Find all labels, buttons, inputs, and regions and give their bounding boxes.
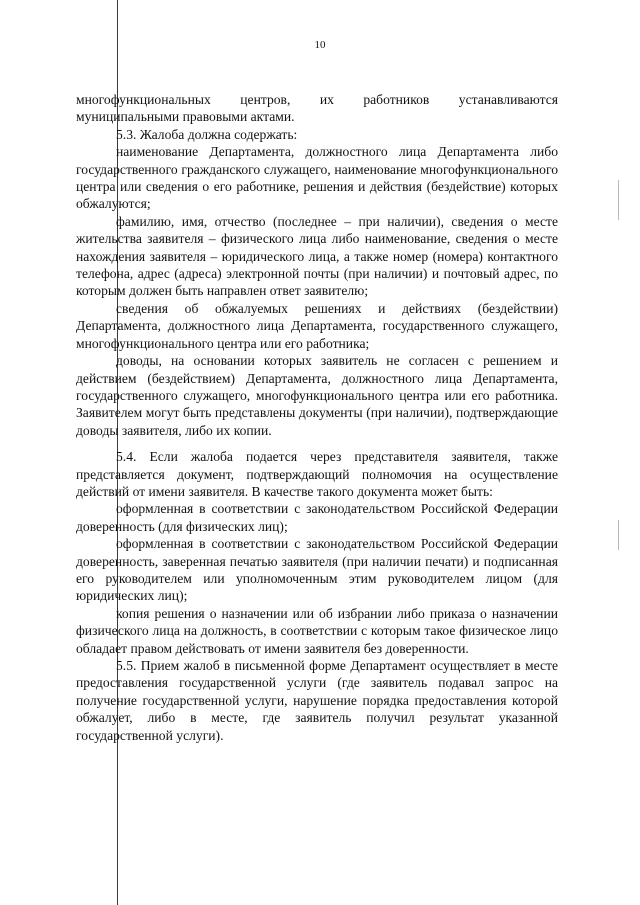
paragraph: копия решения о назначении или об избрании либо приказа о назначении физического лица на должность, в соответствии с которым такое физическое лицо обладает правом действовать от имени заявителя без доверенности. — [76, 605, 558, 656]
paragraph: многофункциональных центров, их работников устанавливаются муниципальными правовыми актами. — [76, 92, 558, 125]
paragraph: фамилию, имя, отчество (последнее – при наличии), сведения о месте жительства заявителя – физического лица либо наименование, сведения о месте нахождения заявителя – юридического лица, а также номер (номера) контактного телефона, адрес (адреса) электронной почты (при наличии) и почтовый адрес, по которым должен быть направлен ответ заявителю; — [76, 213, 558, 299]
paragraph: наименование Департамента, должностного лица Департамента либо государственного гражданского служащего, наименование многофункционального центра или сведения о его работнике, решения и действия (бездействие) которых обжалуются; — [76, 144, 558, 212]
paragraph: доводы, на основании которых заявитель не согласен с решением и действием (бездействием) Департамента, должностного лица Департамента, государственного служащего, многофункционального центра или его работника. Заявителем могут быть представлены документы (при наличии), подтверждающие доводы заявителя, либо их копии. — [76, 353, 558, 438]
scan-edge-mark — [618, 180, 619, 220]
paragraph: оформленная в соответствии с законодательством Российской Федерации доверенность, заверенная печатью заявителя (при наличии печати) и подписанная его руководителем или уполномоченным этим руководителем лицом (для юридических лиц); — [76, 536, 558, 604]
paragraph: 5.3. Жалоба должна содержать: — [116, 126, 298, 142]
document-body — [76, 91, 558, 744]
scan-edge-mark — [618, 520, 619, 550]
paragraph: оформленная в соответствии с законодательством Российской Федерации доверенность (для физических лиц); — [76, 501, 558, 534]
paragraph: 5.4. Если жалоба подается через представителя заявителя, также представляется документ, подтверждающий полномочия на осуществление действий от имени заявителя. В качестве такого документа может быть: — [76, 449, 558, 499]
paragraph: сведения об обжалуемых решениях и действиях (бездействии) Департамента, должностного лица Департамента, государственного служащего, многофункционального центра или его работника; — [76, 300, 558, 351]
paragraph: 5.5. Прием жалоб в письменной форме Департамент осуществляет в месте предоставления государственной услуги (где заявитель подавал запрос на получение государственной услуги, нарушение порядка предоставления которой обжалует, либо в месте, где заявитель получил результат указанной государственной услуги). — [76, 658, 558, 743]
page-number: 10 — [314, 39, 326, 51]
